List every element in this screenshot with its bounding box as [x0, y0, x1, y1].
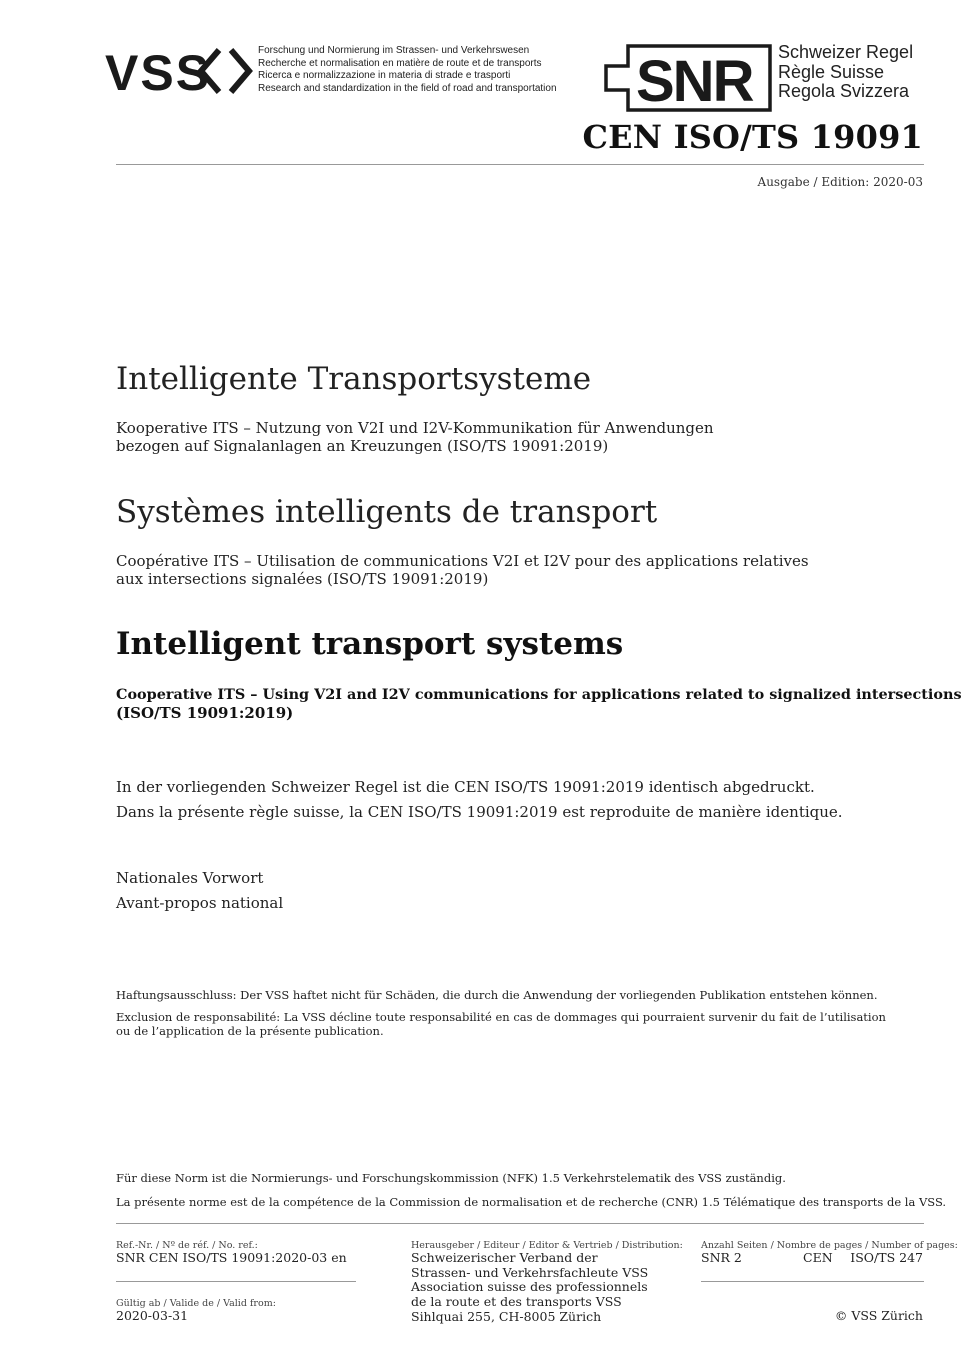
subtitle-de [116, 419, 714, 455]
title-de: Intelligente Transportsysteme [116, 361, 592, 397]
snr-line-fr: Règle Suisse [778, 61, 885, 82]
vss-logo [105, 44, 253, 98]
subtitle-fr-line: aux intersections signalées (ISO/TS 19091:2019) [116, 570, 489, 588]
pages-iso: ISO/TS 247 [850, 1250, 923, 1265]
publisher-line: de la route et des transports VSS [411, 1294, 622, 1310]
title-en: Intelligent transport systems [116, 626, 624, 662]
subtitle-fr-line: Coopérative ITS – Utilisation de communications V2I et I2V pour des applications relatives [116, 552, 809, 570]
pages-divider [701, 1281, 924, 1282]
valid-value: 2020-03-31 [116, 1308, 189, 1323]
subtitle-de-line: bezogen auf Signalanlagen an Kreuzungen (ISO/TS 19091:2019) [116, 437, 609, 455]
snr-line-it: Regola Svizzera [778, 81, 910, 101]
publisher-address [411, 1251, 648, 1325]
standard-number: CEN ISO/TS 19091 [582, 118, 923, 156]
vss-tagline-fr: Recherche et normalisation en matière de route et de transports [258, 57, 542, 69]
vss-tagline-en: Research and standardization in the field of road and transportation [258, 82, 557, 94]
snr-logo-text: SNR [636, 49, 753, 112]
vss-tagline-de: Forschung und Normierung im Strassen- und Verkehrswesen [258, 45, 530, 56]
committee-de: Für diese Norm ist die Normierungs- und Forschungskommission (NFK) 1.5 Verkehrstelematik des VSS zuständig. [116, 1171, 786, 1185]
copyright: © VSS Zürich [834, 1308, 923, 1323]
national-foreword-fr: Avant-propos national [116, 894, 284, 912]
pages-snr: SNR 2 [701, 1250, 742, 1265]
vss-logo-text: VSS [105, 45, 212, 98]
disclaimer-de: Haftungsausschluss: Der VSS haftet nicht für Schäden, die durch die Anwendung der vorliegenden Publikation entstehen können. [116, 988, 878, 1002]
header-divider [116, 164, 924, 165]
committee-fr: La présente norme est de la compétence de la Commission de normalisation et de recherche (CNR) 1.5 Télématique des transports de la VSS. [116, 1195, 947, 1209]
publisher-line: Association suisse des professionnels [411, 1279, 648, 1295]
title-fr: Systèmes intelligents de transport [116, 494, 658, 530]
pages-label: Anzahl Seiten / Nombre de pages / Number of pages: [701, 1240, 958, 1251]
footer-divider [116, 1223, 924, 1224]
snr-logo [602, 44, 774, 112]
publisher-line: Strassen- und Verkehrsfachleute VSS [411, 1264, 649, 1280]
identical-note-de: In der vorliegenden Schweizer Regel ist die CEN ISO/TS 19091:2019 identisch abgedruckt. [116, 778, 815, 796]
publisher-line: Sihlquai 255, CH-8005 Zürich [411, 1308, 602, 1324]
disclaimer-fr-line: Exclusion de responsabilité: La VSS décline toute responsabilité en cas de dommages qui pourraient survenir du fait de l’utilisation [116, 1010, 886, 1024]
ref-divider [116, 1281, 356, 1282]
pages-cen: CEN [803, 1250, 833, 1265]
ref-value: SNR CEN ISO/TS 19091:2020-03 en [116, 1250, 347, 1265]
national-foreword-de: Nationales Vorwort [116, 869, 264, 887]
identical-note-fr: Dans la présente règle suisse, la CEN ISO/TS 19091:2019 est reproduite de manière identique. [116, 803, 843, 821]
publisher-line: Schweizerischer Verband der [411, 1250, 598, 1265]
snr-rule-type [778, 43, 913, 102]
vss-tagline [258, 45, 557, 95]
subtitle-en-line: (ISO/TS 19091:2019) [116, 704, 294, 722]
subtitle-en [116, 686, 962, 722]
disclaimer-fr-line: ou de l’application de la présente publication. [116, 1024, 384, 1038]
valid-label: Gültig ab / Valide de / Valid from: [116, 1298, 276, 1309]
subtitle-de-line: Kooperative ITS – Nutzung von V2I und I2V-Kommunikation für Anwendungen [116, 419, 714, 437]
publisher-label: Herausgeber / Editeur / Editor & Vertrieb / Distribution: [411, 1240, 683, 1251]
subtitle-fr [116, 552, 809, 588]
subtitle-en-line: Cooperative ITS – Using V2I and I2V communications for applications related to signalized intersections [116, 686, 962, 703]
snr-line-de: Schweizer Regel [778, 42, 914, 62]
edition: Ausgabe / Edition: 2020-03 [757, 175, 923, 189]
vss-tagline-it: Ricerca e normalizzazione in materia di strade e trasporti [258, 70, 511, 82]
disclaimer-fr [116, 1010, 886, 1038]
ref-label: Ref.-Nr. / Nº de réf. / No. ref.: [116, 1240, 258, 1251]
